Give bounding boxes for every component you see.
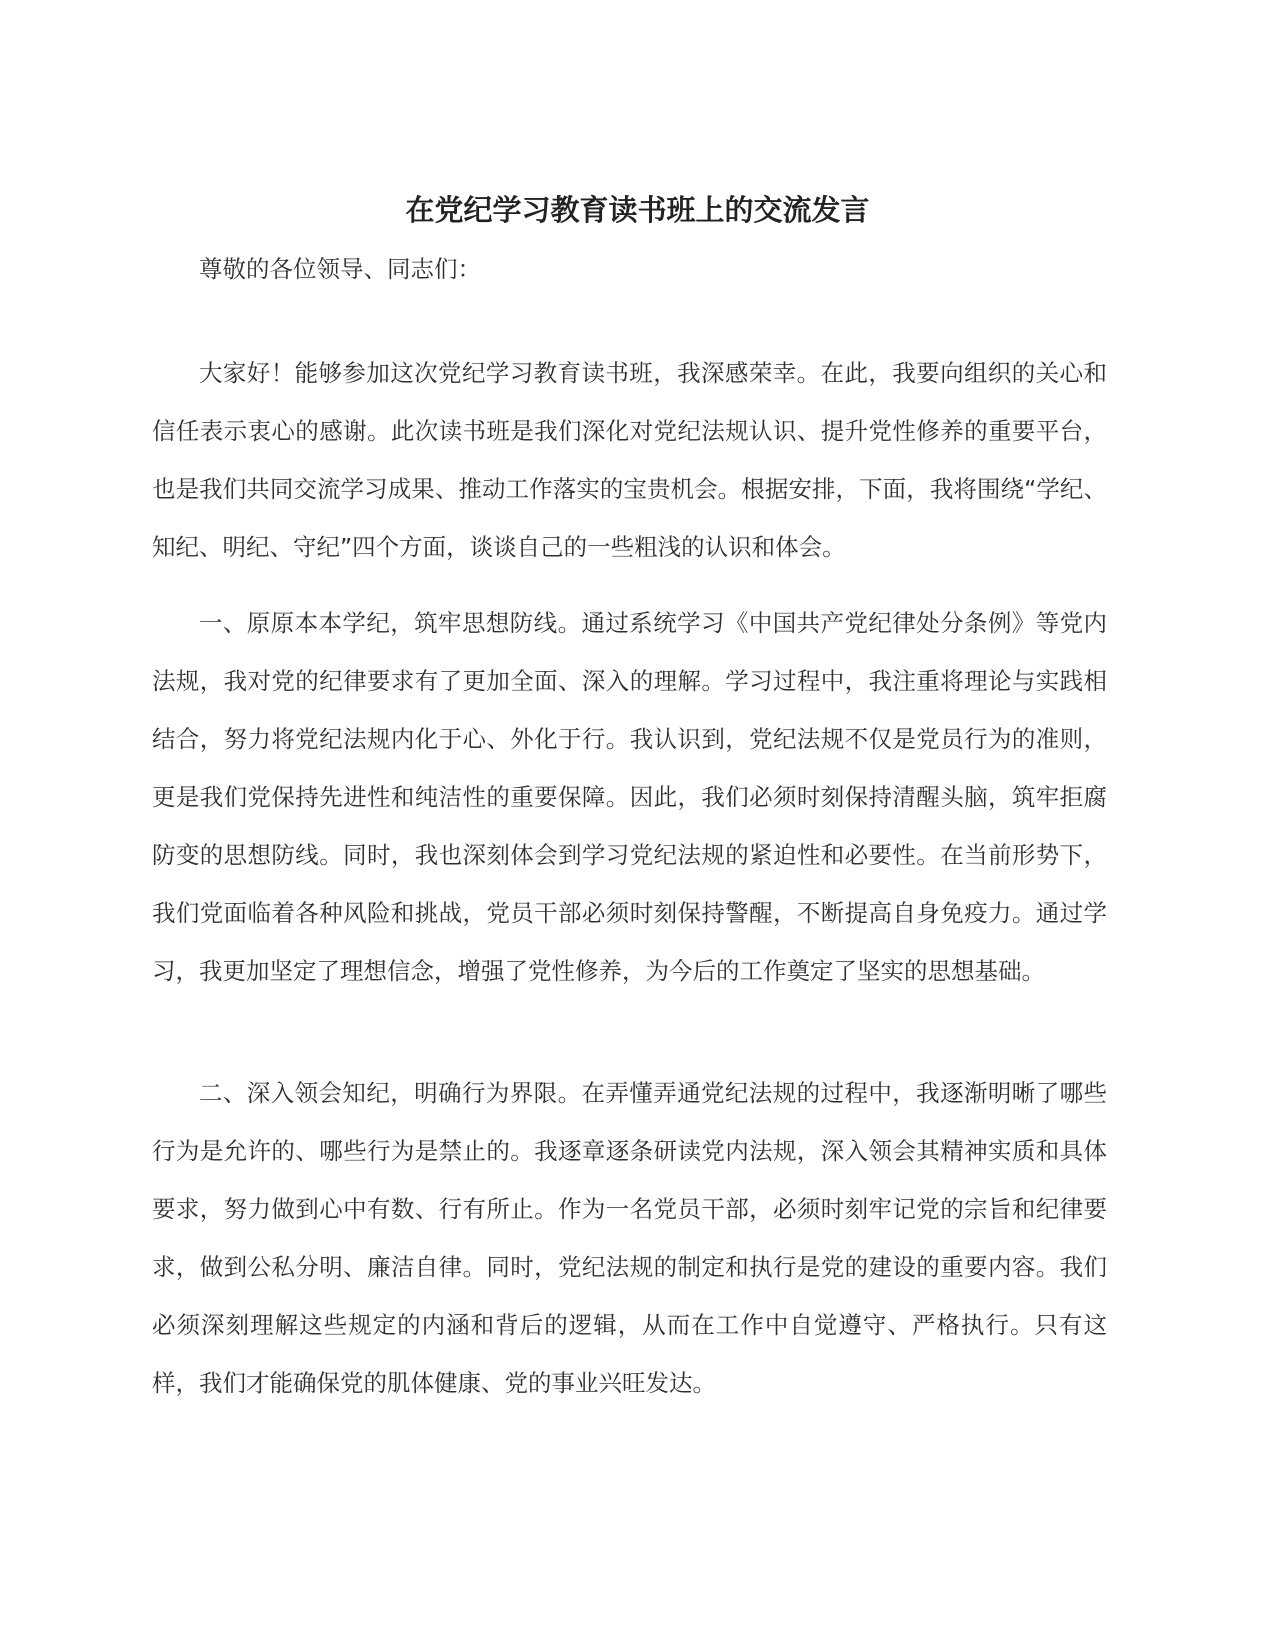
- page-title: 在党纪学习教育读书班上的交流发言: [405, 193, 870, 227]
- paragraph-section-1: 一、原原本本学纪，筑牢思想防线。通过系统学习《中国共产党纪律处分条例》等党内法规，我对党的纪律要求有了更加全面、深入的理解。学习过程中，我注重将理论与实践相结合，努力将党纪法规内化于心、外化于行。我认识到，党纪法规不仅是党员行为的准则，更是我们党保持先进性和纯洁性的重要保障。因此，我们必须时刻保持清醒头脑，筑牢拒腐防变的思想防线。同时，我也深刻体会到学习党纪法规的紧迫性和必要性。在当前形势下，我们党面临着各种风险和挑战，党员干部必须时刻保持警醒，不断提高自身免疫力。通过学习，我更加坚定了理想信念，增强了党性修养，为今后的工作奠定了坚实的思想基础。: [152, 609, 1107, 985]
- salutation: 尊敬的各位领导、同志们：: [199, 255, 481, 283]
- paragraph-section-2: 二、深入领会知纪，明确行为界限。在弄懂弄通党纪法规的过程中，我逐渐明晰了哪些行为是允许的、哪些行为是禁止的。我逐章逐条研读党内法规，深入领会其精神实质和具体要求，努力做到心中有数、行有所止。作为一名党员干部，必须时刻牢记党的宗旨和纪律要求，做到公私分明、廉洁自律。同时，党纪法规的制定和执行是党的建设的重要内容。我们必须深刻理解这些规定的内涵和背后的逻辑，从而在工作中自觉遵守、严格执行。只有这样，我们才能确保党的肌体健康、党的事业兴旺发达。: [152, 1079, 1107, 1397]
- paragraph-intro: 大家好！能够参加这次党纪学习教育读书班，我深感荣幸。在此，我要向组织的关心和信任表示衷心的感谢。此次读书班是我们深化对党纪法规认识、提升党性修养的重要平台，也是我们共同交流学习成果、推动工作落实的宝贵机会。根据安排，下面，我将围绕“学纪、知纪、明纪、守纪”四个方面，谈谈自己的一些粗浅的认识和体会。: [152, 359, 1107, 561]
